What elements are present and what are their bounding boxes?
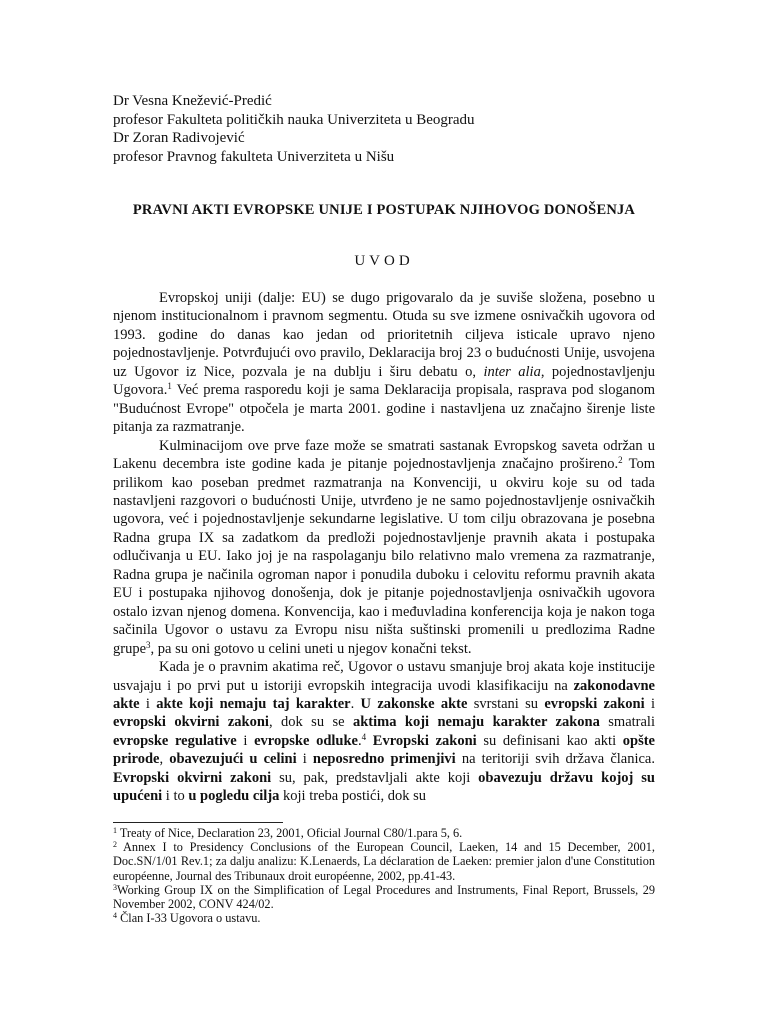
emphasized-term: evropski okvirni zakoni — [113, 714, 269, 731]
paragraph — [113, 437, 655, 658]
author-affiliation: profesor Pravnog fakulteta Univerziteta u Nišu — [113, 148, 395, 165]
footnote-text: Treaty of Nice, Declaration 23, 2001, Oficial Journal C80/1.para 5, 6. — [117, 826, 463, 840]
footnote — [113, 883, 655, 911]
footnote — [113, 840, 655, 883]
text-run: . — [350, 695, 361, 712]
text-run: i — [296, 751, 313, 768]
text-run: koji treba postići, dok su — [279, 788, 426, 805]
emphasized-term: Evropski zakoni — [372, 732, 477, 749]
text-run: Već prema rasporedu koji je sama Deklaracija propisala, rasprava pod sloganom "Budućnost Evrope" otpočela je marta 2001. godine i nastavljena uz značajno širenje liste pitanja za razmatranje. — [113, 382, 655, 436]
text-run: su definisani kao akti — [476, 732, 623, 749]
text-run: . — [357, 732, 362, 749]
text-run: , dok su se — [268, 714, 353, 731]
paragraph — [113, 289, 655, 437]
text-run: na teritoriji svih država članica. — [455, 751, 655, 768]
footnote-number: 2 — [113, 840, 117, 850]
text-run: Evropskoj uniji (dalje: EU) se dugo prigovaralo da je suviše složena, posebno u njenom institucionalnom i pravnom segmentu. Otuda su sve izmene osnivačkih ugovora od 1993. godine do danas kao jedan od prioritetnih ciljeva isticale upravo njeno pojednostavljenje. Potvrđujući ovo pravilo, Deklaracija broj 23 o budućnosti Unije, usvojena uz Ugovor iz Nice, pozvala je na dublju i širu debatu o, — [113, 290, 655, 380]
emphasized-term: u pogledu cilja — [188, 788, 280, 805]
author-affiliation: profesor Fakulteta političkih nauka Univerziteta u Beogradu — [113, 111, 475, 128]
footnote-ref: 4 — [361, 731, 367, 742]
text-run — [366, 733, 373, 749]
text-run: smatrali — [599, 714, 655, 731]
text-run: su, pak, predstavljali akte koji — [271, 769, 479, 786]
author-name: Dr Zoran Radivojević — [113, 130, 245, 146]
text-run: , — [159, 751, 170, 768]
text-run: i to — [162, 788, 189, 805]
author-block — [113, 92, 475, 166]
footnote-ref: 1 — [167, 381, 172, 392]
emphasized-term: evropske regulative — [113, 732, 237, 749]
emphasized-term: obavezuju državu kojoj su upućeni — [113, 769, 655, 805]
text-run: , pojednostavljenju Ugovora. — [113, 363, 656, 399]
footnote-text: Annex I to Presidency Conclusions of the European Council, Laeken, 14 and 15 December, 2001, Doc.SN/1/01 Rev.1; za dalju analizu: K.Lenaerds, La déclaration de Laeken: premier jalon d'une Constitution européenne, Journal des Tribunaux droit européenne, 2002, pp.41-43. — [113, 840, 655, 883]
emphasized-term: U zakonske akte — [360, 695, 468, 712]
italic-term: inter alia — [483, 363, 541, 380]
text-run: i — [139, 695, 157, 712]
footnotes — [113, 826, 655, 925]
body-text — [113, 289, 655, 806]
text-run: Kulminacijom ove prve faze može se smatrati sastanak Evropskog saveta održan u Lakenu decembra iste godine kada je pitanje pojednostavljenja značajno prošireno. — [113, 437, 655, 473]
emphasized-term: aktima koji nemaju karakter zakona — [352, 714, 600, 731]
emphasized-term: obavezujući u celini — [169, 751, 297, 768]
footnote — [113, 911, 655, 925]
footnote-number: 1 — [113, 826, 117, 835]
footnote-text: Working Group IX on the Simplification of Legal Procedures and Instruments, Final Report, Brussels, 29 November 2002, CONV 424/02. — [113, 882, 655, 912]
text-run: i — [644, 695, 655, 712]
emphasized-term: zakonodavne akte — [113, 677, 655, 712]
emphasized-term: neposredno primenjivi — [312, 751, 456, 768]
footnote-ref: 2 — [618, 455, 623, 466]
section-heading: UVOD — [354, 253, 414, 269]
emphasized-term: opšte prirode — [113, 732, 655, 768]
author-name: Dr Vesna Knežević-Predić — [113, 93, 272, 109]
text-run: , pa su oni gotovo u celini uneti u njegov konačni tekst. — [150, 640, 472, 657]
emphasized-term: akte koji nemaju taj karakter — [156, 695, 351, 712]
footnote-ref: 3 — [146, 639, 151, 650]
text-run: i — [236, 732, 255, 749]
emphasized-term: evropski zakoni — [544, 695, 645, 712]
text-run: svrstani su — [467, 695, 545, 712]
paragraph — [113, 658, 655, 806]
emphasized-term: Evropski okvirni zakoni — [113, 769, 272, 786]
text-run: Kada je o pravnim akatima reč, Ugovor o ustavu smanjuje broj akata koje institucije usvajaju i po prvi put u istoriji evropskih integracija uvodi klasifikaciju na — [113, 659, 655, 694]
text-run: Tom prilikom kao poseban predmet razmatranja na Konvenciji, u okviru koje su od tada nastavljeni razgovori o budućnosti Unije, utvrđeno je ne samo pojednostavljenje osnivačkih ugovora, već i pojednostavljenje sekundarne legislative. U tom cilju obrazovana je posebna Radna grupa IX sa zadatkom da predloži pojednostavljenje pravnih akata i postupaka odlučivanja u EU. Iako joj je na raspolaganju bilo relativno malo vremena za razmatranje, Radna grupa je načinila ogroman napor i ponudila duboku i celovitu reformu pravnih akata EU i postupaka njihovog donošenja, dok je pitanje pojednostavljenja osnivačkih ugovora ostalo izvan njenog domena. Konvencija, kao i međuvladina konferencija koja je nakon toga sačinila Ugovor o ustavu za Evropu nisu ništa suštinski promenili u predlozima Radne grupe — [113, 456, 655, 657]
footnote-number: 4 — [113, 911, 117, 921]
footnote — [113, 826, 655, 840]
document-title: PRAVNI AKTI EVROPSKE UNIJE I POSTUPAK NJIHOVOG DONOŠENJA — [132, 202, 636, 218]
emphasized-term: evropske odluke — [254, 732, 358, 749]
footnote-text: Član I-33 Ugovora o ustavu. — [117, 911, 261, 926]
footnote-separator — [113, 822, 283, 823]
footnote-number: 3 — [113, 882, 117, 892]
